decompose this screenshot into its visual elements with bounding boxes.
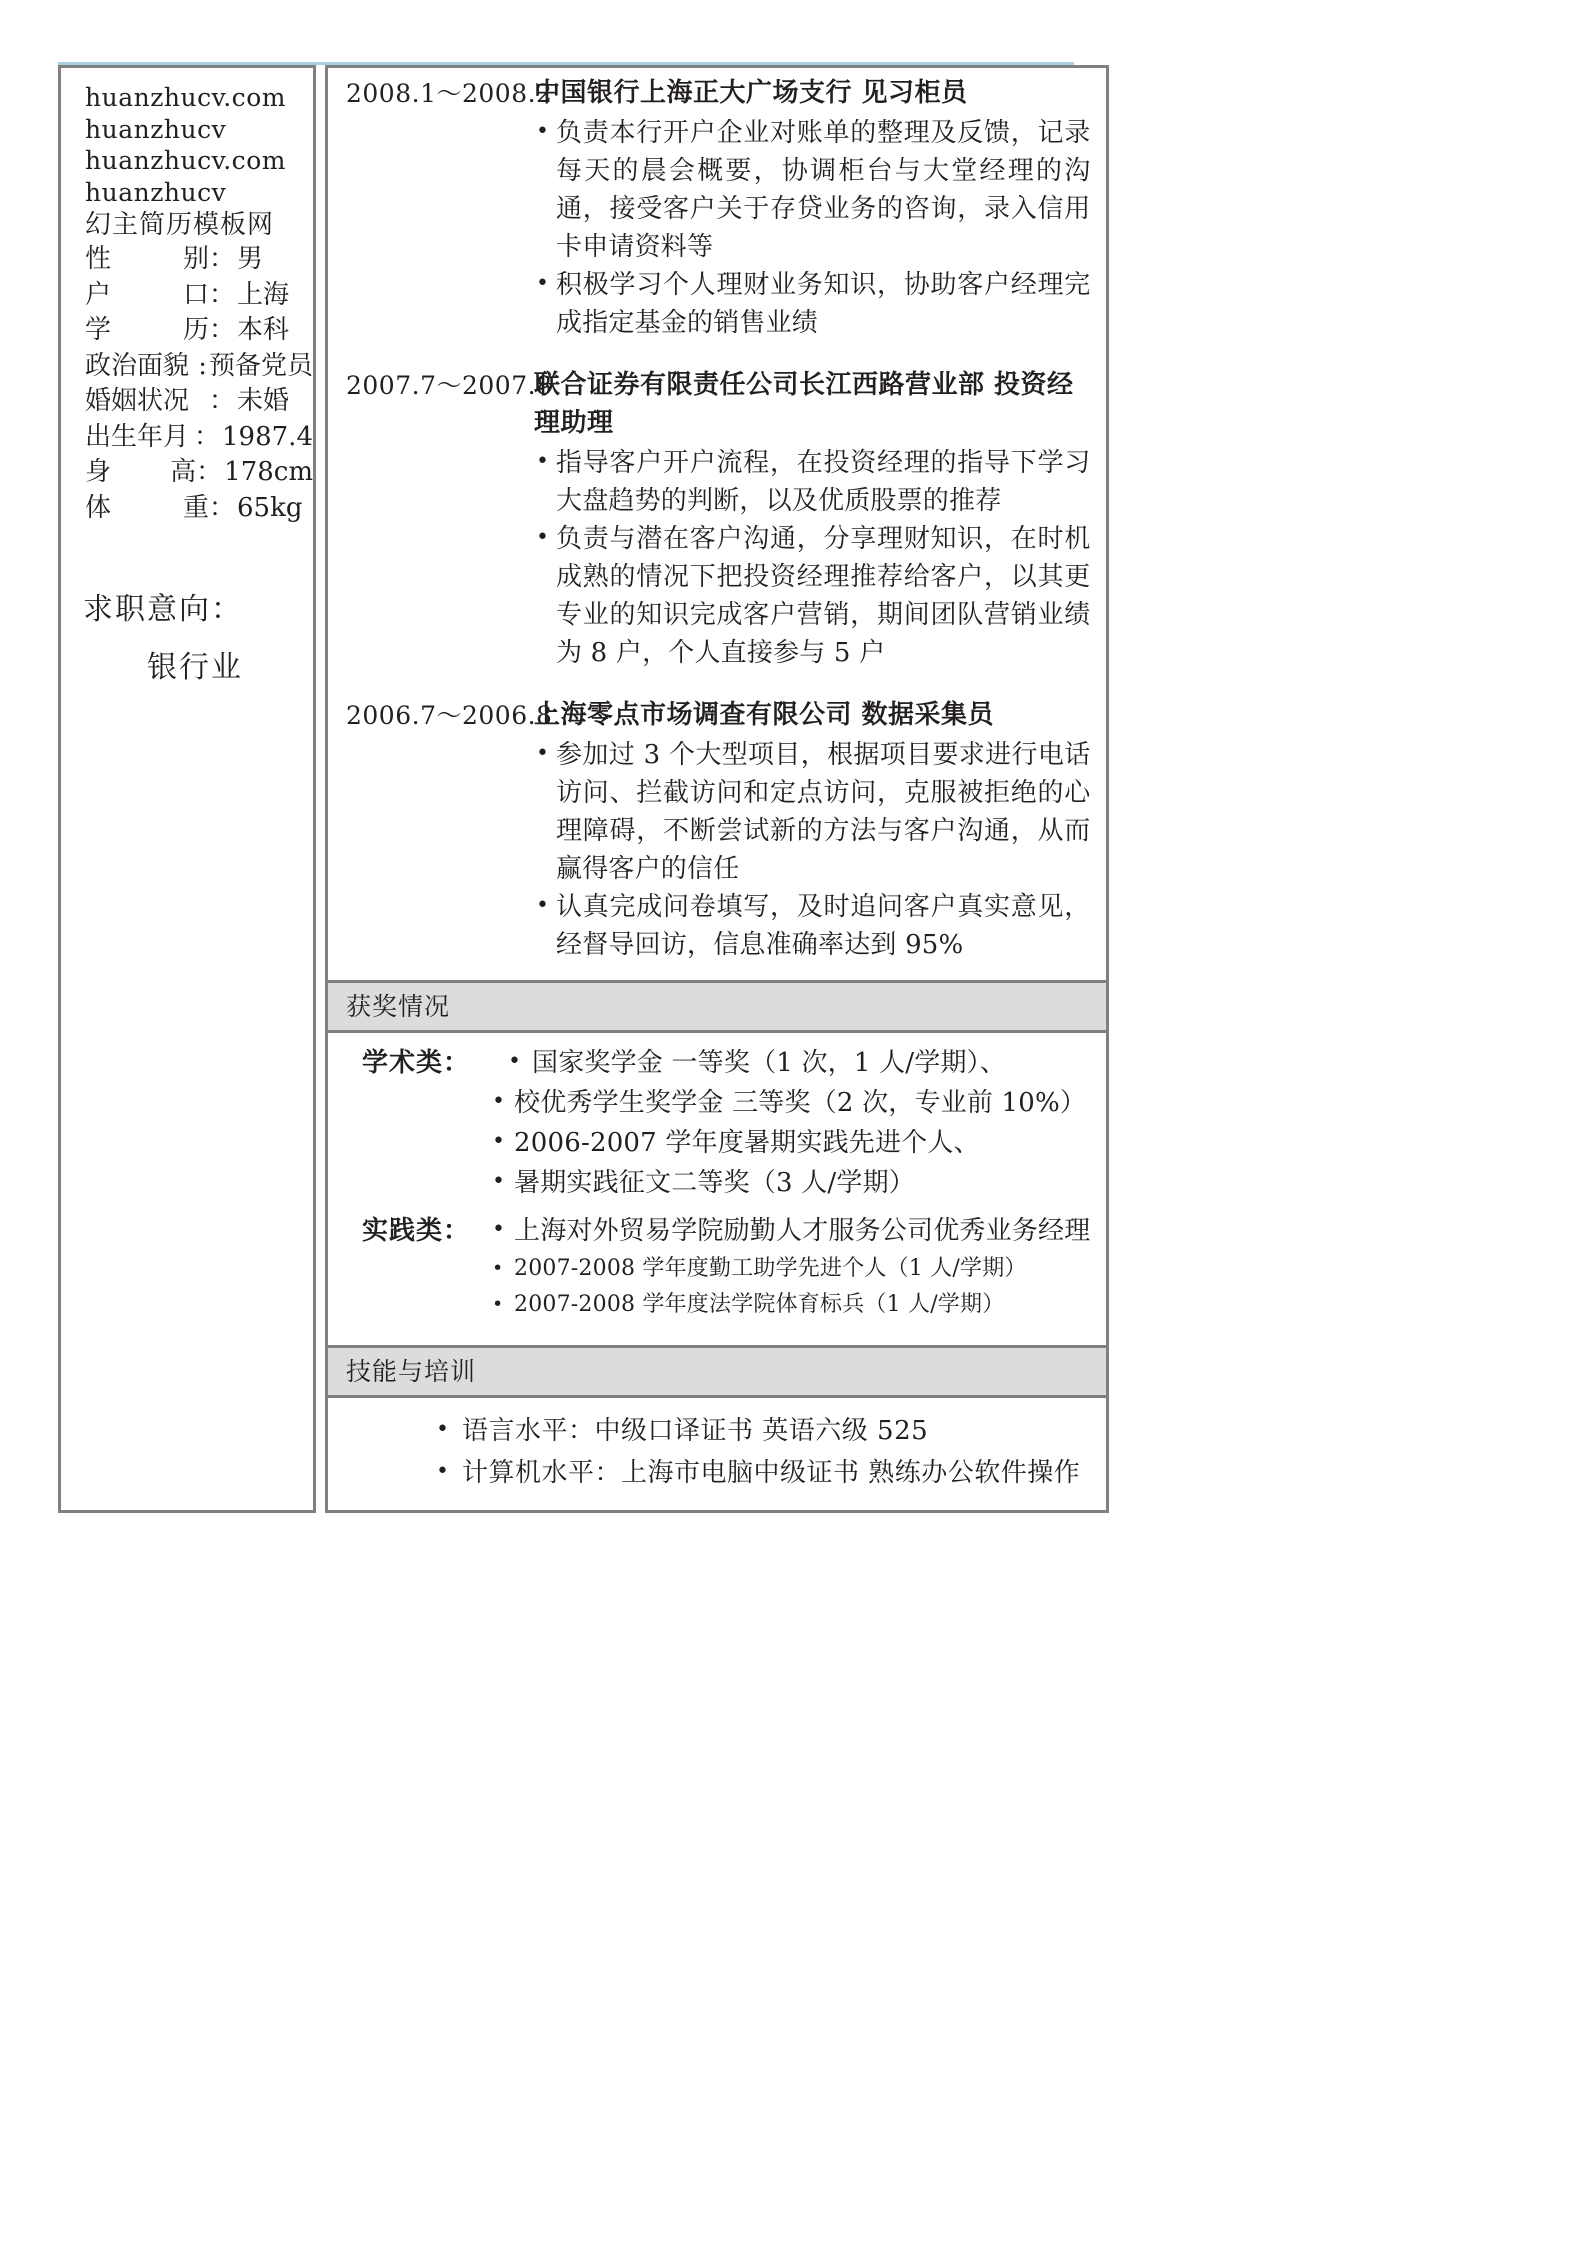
site-line-3: huanzhucv.com	[85, 146, 286, 175]
site-line-4: huanzhucv	[85, 177, 227, 207]
job-dates: 2006.7～2006.8	[346, 701, 553, 730]
info-colon-residence: ：	[209, 279, 236, 310]
info-row-weight	[85, 491, 313, 527]
site-line-1: huanzhucv.com	[85, 83, 286, 112]
job-objective-value: 银行业	[147, 650, 243, 685]
brand-name: 幻主简历模板网	[85, 210, 275, 240]
job-bullet: • 参加过 3 个大型项目，根据项目要求进行电话访问、拦截访问和定点访问，克服被拒绝的心理障碍，不断尝试新的方法与客户沟通，从而赢得客户的信任	[534, 736, 1090, 888]
award-item: • 暑期实践征文二等奖（3 人/学期）	[488, 1163, 1090, 1203]
job-body	[534, 690, 1106, 964]
award-item: • 上海对外贸易学院励勤人才服务公司优秀业务经理	[488, 1211, 1090, 1251]
info-colon-gender: ：	[209, 244, 236, 274]
info-colon-political-status: :	[198, 350, 207, 381]
job-dates: 2007.7～2007.8	[346, 371, 553, 400]
personal-info-column	[58, 65, 316, 1513]
info-value-height: 178cm	[224, 457, 313, 487]
info-colon-birth-date: ：	[194, 421, 221, 452]
info-label-education: 学 历	[85, 315, 209, 345]
info-row-height	[85, 455, 313, 491]
info-label-birth-date: 出生年月	[85, 421, 190, 452]
job-bullet-list	[534, 736, 1090, 964]
info-label-gender: 性 别	[85, 244, 209, 274]
job-bullet-list	[534, 444, 1090, 672]
info-value-residence: 上海	[237, 279, 290, 310]
info-value-education: 本科	[237, 315, 290, 345]
info-value-birth-date: 1987.4	[222, 421, 313, 452]
award-item: • 校优秀学生奖学金 三等奖（2 次，专业前 10%）	[488, 1083, 1090, 1123]
award-group-academic	[328, 1043, 1090, 1203]
info-value-marital-status: 未婚	[237, 386, 290, 416]
award-category-label: 学术类：	[361, 1048, 470, 1078]
info-row-birth-date	[85, 420, 313, 456]
award-category-label: 实践类：	[361, 1216, 470, 1246]
job-body	[534, 68, 1106, 342]
info-label-residence: 户 口	[85, 279, 209, 310]
info-row-marital-status	[85, 384, 313, 420]
work-experience-entry	[328, 68, 1106, 360]
info-label-political-status: 政治面貌	[85, 350, 190, 381]
skills-content	[328, 1398, 1106, 1510]
job-bullet: • 认真完成问卷填写，及时追问客户真实意见，经督导回访，信息准确率达到 95%	[534, 888, 1090, 964]
job-title: 联合证券有限责任公司长江西路营业部 投资经理助理	[534, 370, 1074, 438]
site-line-2: huanzhucv	[85, 114, 227, 144]
info-row-residence	[85, 278, 313, 314]
info-row-education	[85, 313, 313, 349]
skills-list	[328, 1410, 1090, 1494]
resume-table	[58, 62, 1091, 1513]
info-colon-education: ：	[209, 315, 236, 345]
info-value-gender: 男	[237, 244, 264, 274]
award-item: • 2007-2008 学年度勤工助学先进个人（1 人/学期）	[488, 1251, 1090, 1287]
job-body	[534, 360, 1106, 672]
job-bullet-list	[534, 114, 1090, 342]
work-experience-entry	[328, 360, 1106, 690]
job-bullet: • 负责与潜在客户沟通，分享理财知识，在时机成熟的情况下把投资经理推荐给客户，以其更专业的知识完成客户营销，期间团队营销业绩为 8 户，个人直接参与 5 户	[534, 520, 1090, 672]
job-bullet: • 积极学习个人理财业务知识，协助客户经理完成指定基金的销售业绩	[534, 266, 1090, 342]
job-bullet: • 负责本行开户企业对账单的整理及反馈，记录每天的晨会概要，协调柜台与大堂经理的沟通，接受客户关于存贷业务的咨询，录入信用卡申请资料等	[534, 114, 1090, 266]
award-item: • 2006-2007 学年度暑期实践先进个人、	[488, 1123, 1090, 1163]
section-header-skills: 技能与培训	[328, 1345, 1106, 1398]
info-colon-height: ：	[196, 457, 223, 487]
info-label-marital-status: 婚姻状况	[85, 386, 190, 416]
award-item-list	[488, 1043, 1090, 1203]
award-item: • 国家奖学金 一等奖（1 次，1 人/学期）、	[488, 1043, 1090, 1083]
info-value-political-status: 预备党员	[208, 350, 313, 381]
personal-info-list	[61, 242, 313, 526]
job-title: 上海零点市场调查有限公司 数据采集员	[534, 700, 995, 730]
skill-item: • 语言水平：中级口译证书 英语六级 525	[432, 1410, 1090, 1452]
info-row-gender	[85, 242, 313, 278]
info-value-weight: 65kg	[237, 492, 303, 523]
info-colon-marital-status: ：	[209, 386, 236, 416]
info-colon-weight: ：	[209, 492, 236, 523]
section-header-awards: 获奖情况	[328, 980, 1106, 1033]
award-item: • 2007-2008 学年度法学院体育标兵（1 人/学期）	[488, 1287, 1090, 1323]
experience-column	[325, 65, 1109, 1513]
job-bullet: • 指导客户开户流程，在投资经理的指导下学习大盘趋势的判断，以及优质股票的推荐	[534, 444, 1090, 520]
job-objective-title: 求职意向：	[83, 592, 243, 627]
watermark-site-lines	[61, 82, 313, 242]
award-group-practice	[328, 1211, 1090, 1323]
info-label-weight: 体 重	[85, 492, 209, 523]
job-dates: 2008.1～2008.2	[346, 79, 553, 108]
info-row-political-status	[85, 349, 313, 385]
award-item-list	[488, 1211, 1090, 1323]
job-title: 中国银行上海正大广场支行 见习柜员	[534, 78, 968, 108]
skill-item: • 计算机水平：上海市电脑中级证书 熟练办公软件操作	[432, 1452, 1090, 1494]
info-label-height: 身 高	[85, 457, 197, 487]
awards-content	[328, 1033, 1106, 1345]
work-experience-entry	[328, 690, 1106, 980]
